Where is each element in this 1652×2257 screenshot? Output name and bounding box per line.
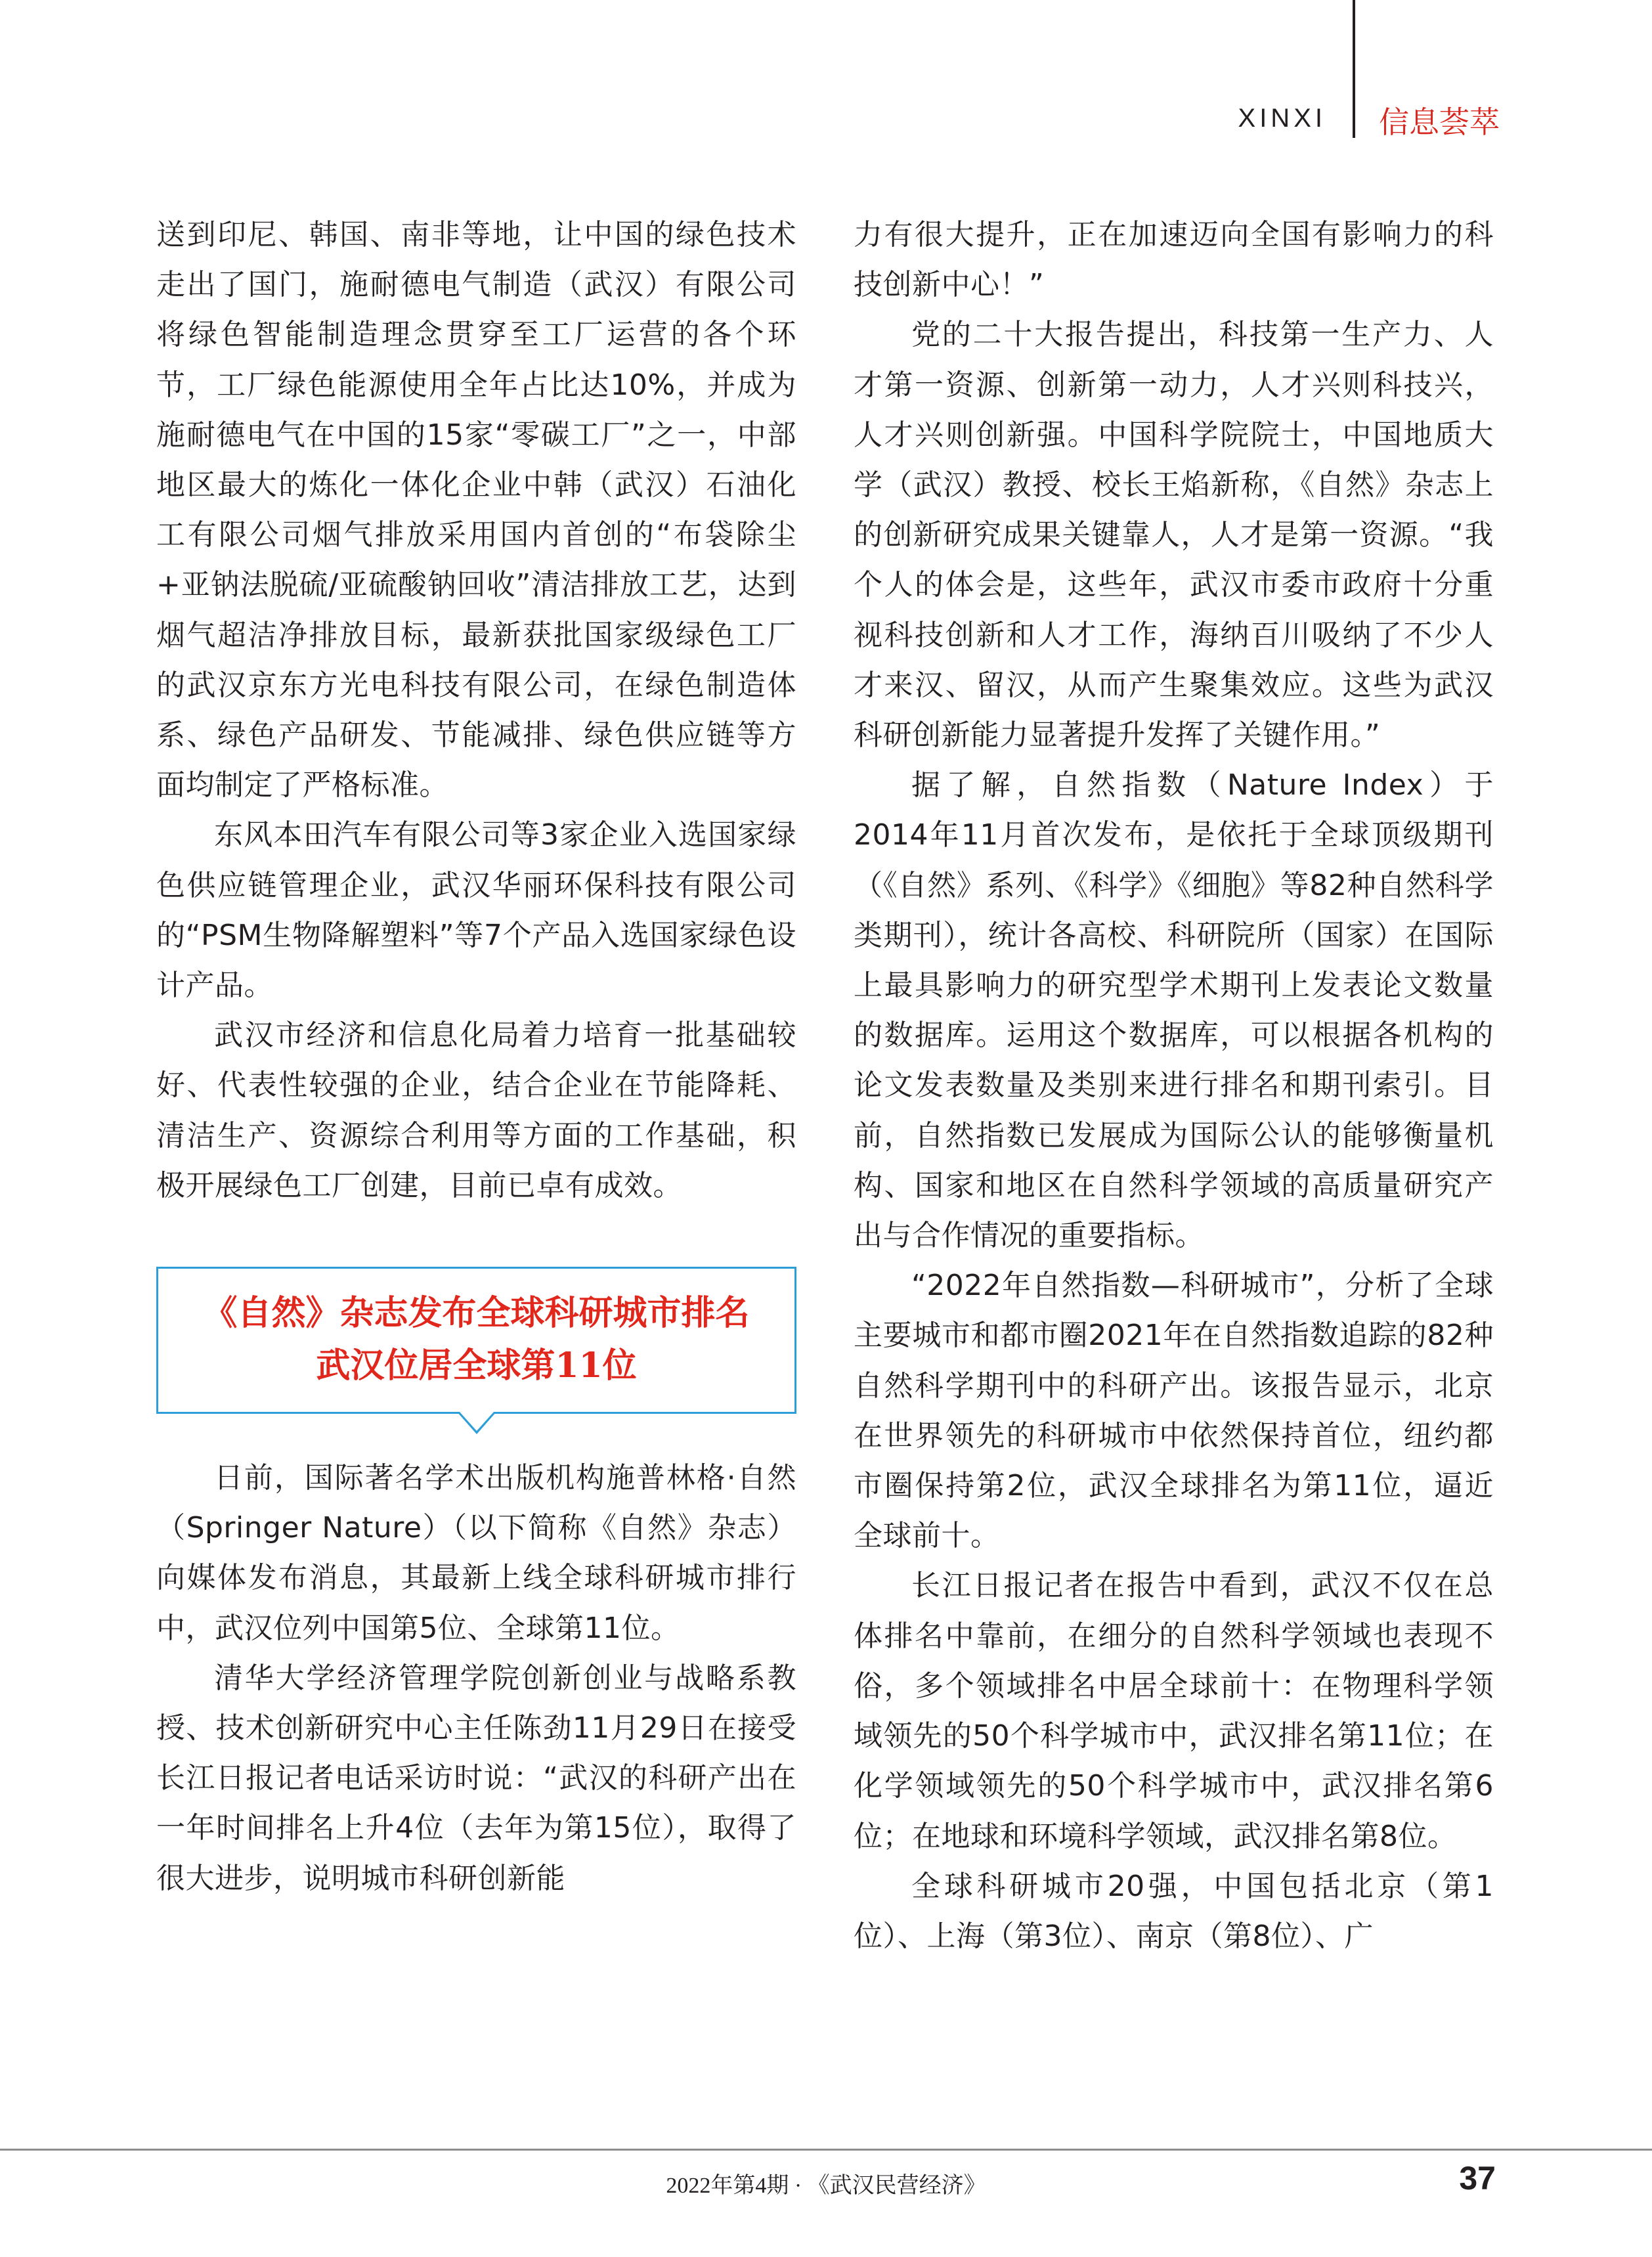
paragraph: 东风本田汽车有限公司等3家企业入选国家绿色供应链管理企业，武汉华丽环保科技有限公司的“PSM生物降解塑料”等7个产品入选国家绿色设计产品。 [156,818,796,1003]
paragraph: 清华大学经济管理学院创新创业与战略系教授、技术创新研究中心主任陈劲11月29日在接受长江日报记者电话采访时说：“武汉的科研产出在一年时间排名上升4位（去年为第15位），取得了很大进步，说明城市科研创新能 [156,1661,796,1895]
headline-line-2: 武汉位居全球第11位 [316,1346,637,1386]
paragraph: 党的二十大报告提出，科技第一生产力、人才第一资源、创新第一动力，人才兴则科技兴，人才兴则创新强。中国科学院院士，中国地质大学（武汉）教授、校长王焰新称，《自然》杂志上的创新研究成果关键靠人，人才是第一资源。“我个人的体会是，这些年，武汉市委市政府十分重视科技创新和人才工作，海纳百川吸纳了不少人才来汉、留汉，从而产生聚集效应。这些为武汉科研创新能力显著提升发挥了关键作用。” [854,318,1494,753]
callout-pointer-fill [460,1412,494,1431]
article-headline-box [156,1267,796,1414]
page-number: 37 [1459,2160,1496,2197]
header-divider-line [1353,0,1355,138]
footer-divider [0,2149,1652,2151]
paragraph: 力有很大提升，正在加速迈向全国有影响力的科技创新中心！” [854,218,1494,302]
paragraph: 武汉市经济和信息化局着力培育一批基础较好、代表性较强的企业，结合企业在节能降耗、清洁生产、资源综合利用等方面的工作基础，积极开展绿色工厂创建，目前已卓有成效。 [156,1019,796,1202]
footer-issue: 2022年第4期 · 《武汉民营经济》 [666,2174,986,2198]
paragraph: 长江日报记者在报告中看到，武汉不仅在总体排名中靠前，在细分的自然科学领域也表现不俗，多个领域排名中居全球前十：在物理科学领域领先的50个科学城市中，武汉排名第11位；在化学领域领先的50个科学城市中，武汉排名第6位；在地球和环境科学领域，武汉排名第8位。 [854,1569,1494,1853]
right-column [854,210,1494,1961]
headline-line-1: 《自然》杂志发布全球科研城市排名 [203,1293,750,1334]
paragraph: 日前，国际著名学术出版机构施普林格·自然（Springer Nature）（以下简称《自然》杂志）向媒体发布消息，其最新上线全球科研城市排行中，武汉位列中国第5位、全球第11位。 [156,1461,796,1645]
paragraph: 送到印尼、韩国、南非等地，让中国的绿色技术走出了国门，施耐德电气制造（武汉）有限公司将绿色智能制造理念贯穿至工厂运营的各个环节，工厂绿色能源使用全年占比达10%，并成为施耐德电气在中国的15家“零碳工厂”之一，中部地区最大的炼化一体化企业中韩（武汉）石油化工有限公司烟气排放采用国内首创的“布袋除尘+亚钠法脱硫/亚硫酸钠回收”清洁排放工艺，达到烟气超洁净排放目标，最新获批国家级绿色工厂的武汉京东方光电科技有限公司，在绿色制造体系、绿色产品研发、节能减排、绿色供应链等方面均制定了严格标准。 [156,218,796,802]
section-label: 信息荟萃 [1379,104,1500,140]
paragraph: “2022年自然指数—科研城市”，分析了全球主要城市和都市圈2021年在自然指数追踪的82种自然科学期刊中的科研产出。该报告显示，北京在世界领先的科研城市中依然保持首位，纽约都市圈保持第2位，武汉全球排名为第11位，逼近全球前十。 [854,1269,1494,1553]
paragraph: 全球科研城市20强，中国包括北京（第1位）、上海（第3位）、南京（第8位）、广 [854,1869,1494,1953]
left-column [156,210,796,1904]
paragraph: 据了解，自然指数（Nature Index）于2014年11月首次发布，是依托于全球顶级期刊（《自然》系列、《科学》《细胞》等82种自然科学类期刊），统计各高校、科研院所（国家）在国际上最具影响力的研究型学术期刊上发表论文数量的数据库。运用这个数据库，可以根据各机构的论文发表数量及类别来进行排名和期刊索引。目前，自然指数已发展成为国际公认的能够衡量机构、国家和地区在自然科学领域的高质量研究产出与合作情况的重要指标。 [854,768,1494,1253]
section-label-latin: XINXI [1238,104,1326,133]
